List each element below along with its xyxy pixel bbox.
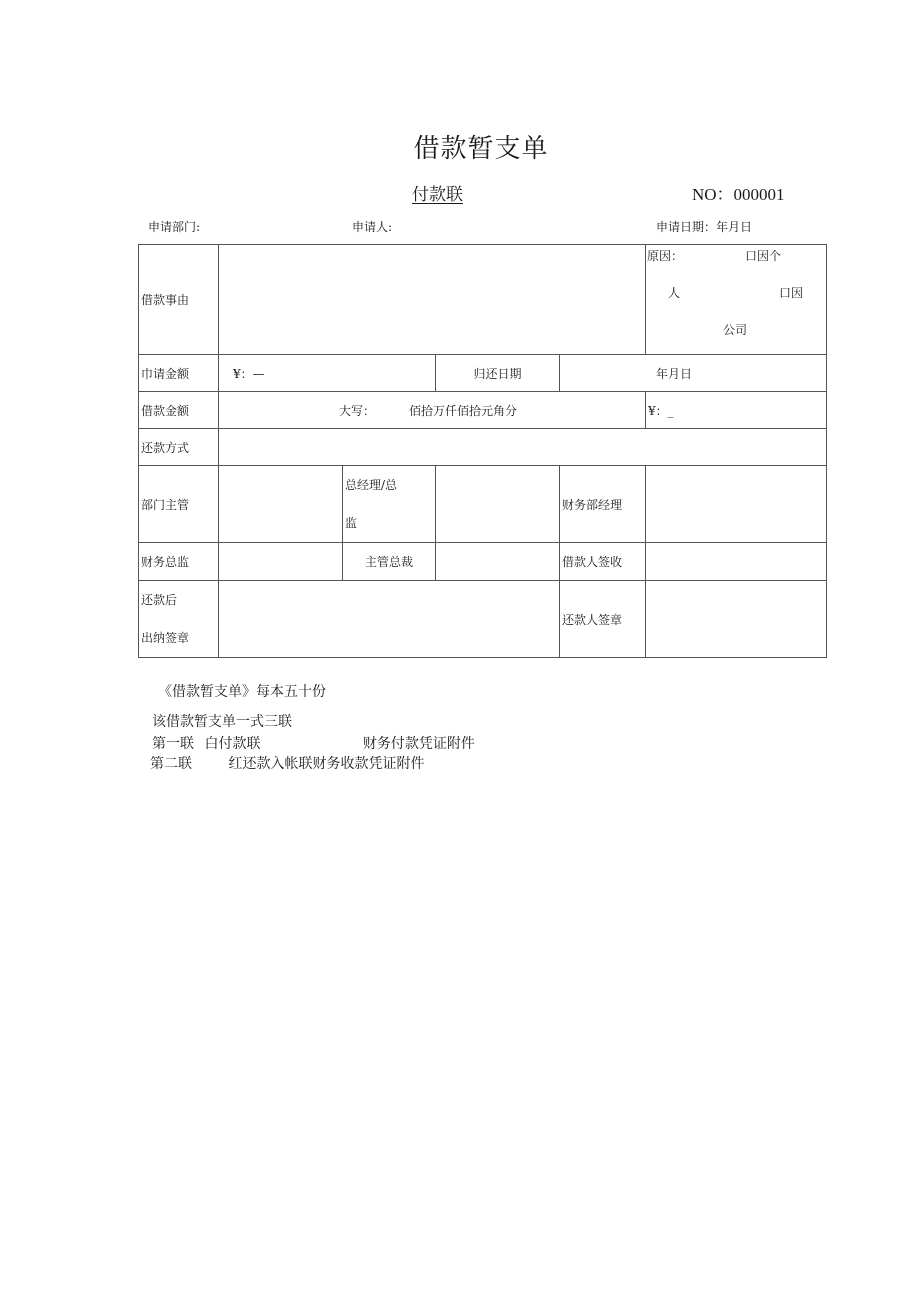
reason-option-personal-suffix: 人 — [668, 286, 681, 300]
dept-label: 申请部门: — [148, 220, 201, 234]
purpose-row — [139, 245, 827, 355]
cashier-label-line2: 出纳签章 — [141, 631, 190, 645]
note-copy-2 — [150, 753, 424, 773]
capital-label: 大写： — [339, 403, 376, 418]
finance-director-label: 财务总监 — [139, 543, 219, 581]
note-copies: 该借款暂支单一式三联 — [152, 714, 292, 730]
approval-row-1 — [139, 466, 827, 543]
note-copy-2-desc: 红还款入帐联财务收款凭证附件 — [228, 756, 425, 772]
reason-option-company[interactable]: 口因 — [779, 286, 804, 300]
gm-label-line1: 总经理/总 — [345, 478, 398, 492]
applicant-label: 申请人: — [352, 220, 393, 234]
finance-director-sign[interactable] — [219, 543, 343, 581]
capital-units: 佰拾万仟佰拾元角分 — [409, 403, 518, 418]
repay-method-row — [139, 429, 827, 466]
gm-label — [343, 466, 436, 543]
return-date-field[interactable]: 年月日 — [560, 355, 827, 392]
dept-head-label: 部门主管 — [139, 466, 219, 543]
reason-label: 原因： — [647, 249, 684, 263]
cashier-label — [139, 581, 219, 658]
finance-mgr-label: 财务部经理 — [560, 466, 646, 543]
note-book-count: 《借款暂支单》每本五十份 — [158, 684, 326, 700]
gm-label-line2: 监 — [345, 516, 358, 530]
chief-president-label: 主管总裁 — [343, 543, 436, 581]
repayer-seal-label: 还款人签章 — [560, 581, 646, 658]
copy-name: 付款联 — [412, 185, 463, 205]
note-copy-1 — [152, 733, 475, 753]
repayment-row — [139, 581, 827, 658]
cashier-label-line1: 还款后 — [141, 593, 178, 607]
form-title: 借款暂支单 — [413, 134, 549, 164]
dept-head-sign[interactable] — [219, 466, 343, 543]
apply-amount-row — [139, 355, 827, 392]
loan-amount-label: 借款金额 — [139, 392, 219, 429]
gm-sign[interactable] — [436, 466, 560, 543]
note-copy-2-ordinal: 第二联 — [150, 756, 192, 772]
borrower-sign-label: 借款人签收 — [560, 543, 646, 581]
reason-cell — [646, 245, 827, 355]
chief-president-sign[interactable] — [436, 543, 560, 581]
finance-mgr-sign[interactable] — [646, 466, 827, 543]
approval-row-2 — [139, 543, 827, 581]
note-copy-1-use: 财务付款凭证附件 — [362, 736, 475, 752]
loan-amount-yen-field[interactable]: ¥：_ — [646, 392, 827, 429]
reason-option-personal[interactable]: 口因个 — [745, 249, 782, 263]
loan-amount-capital-field[interactable] — [219, 392, 646, 429]
apply-amount-field[interactable]: ¥：— — [219, 355, 436, 392]
note-copy-1-ordinal: 第一联 — [152, 736, 194, 752]
purpose-label: 借款事由 — [139, 245, 219, 355]
date-label: 申请日期：年月日 — [656, 220, 753, 234]
apply-amount-label: 巾请金额 — [139, 355, 219, 392]
reason-option-company-suffix: 公司 — [723, 323, 748, 337]
form-number: NO：000001 — [692, 185, 785, 204]
purpose-field[interactable] — [219, 245, 646, 355]
repay-method-label: 还款方式 — [139, 429, 219, 466]
repayer-seal[interactable] — [646, 581, 827, 658]
repay-method-field[interactable] — [219, 429, 827, 466]
borrower-sign[interactable] — [646, 543, 827, 581]
cashier-seal[interactable] — [219, 581, 560, 658]
loan-amount-row — [139, 392, 827, 429]
loan-form-table — [138, 244, 827, 658]
note-copy-1-name: 白付款联 — [204, 736, 261, 752]
return-date-label: 归还日期 — [436, 355, 560, 392]
